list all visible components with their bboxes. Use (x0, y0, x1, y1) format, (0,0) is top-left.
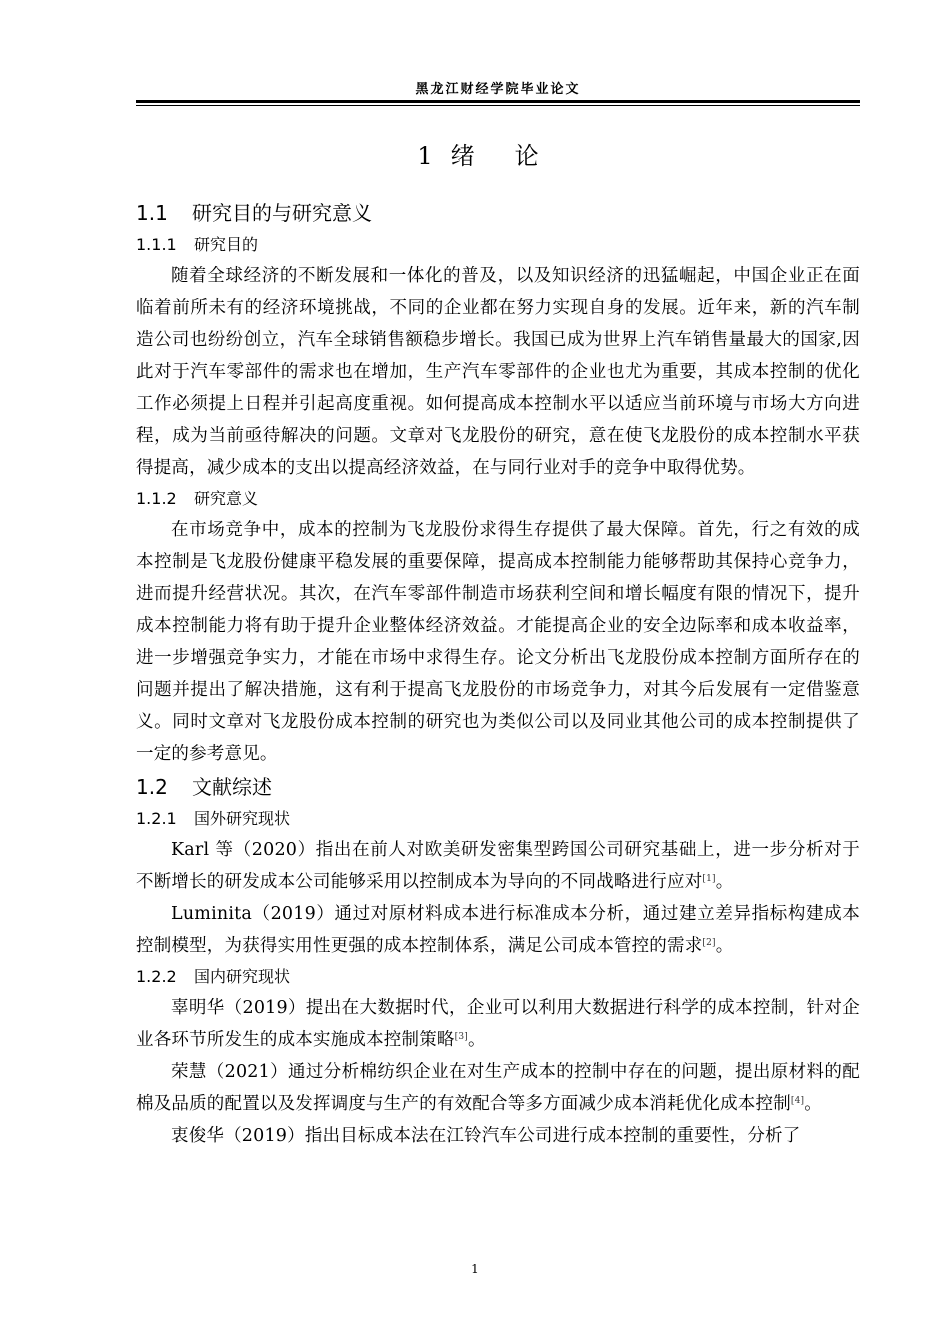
paragraph-end: 。 (467, 1030, 486, 1050)
chapter-number: 1 (417, 142, 433, 170)
subsection-number: 1.2.2 (136, 967, 177, 986)
section-number: 1.1 (136, 201, 168, 225)
header-rule-thin (136, 105, 860, 106)
paragraph-text: Luminita（2019）通过对原材料成本进行标准成本分析，通过建立差异指标构建成本控制模型，为获得实用性更强的成本控制体系，满足公司成本管控的需求 (136, 904, 860, 956)
citation-ref[interactable]: [2] (702, 938, 716, 948)
page-number: 1 (471, 1262, 479, 1276)
paragraph-text: 辜明华（2019）提出在大数据时代，企业可以利用大数据进行科学的成本控制，针对企业各环节所发生的成本实施成本控制策略 (136, 998, 860, 1050)
section-heading-1-1 (136, 196, 860, 230)
header-rule (136, 100, 860, 103)
subsection-heading-1-2-2 (136, 962, 860, 992)
chapter-title-text: 绪论 (450, 142, 579, 170)
subsection-title: 研究目的 (194, 235, 259, 254)
paragraph-end: 。 (715, 872, 734, 892)
paragraph-domestic-zhong: 衷俊华（2019）指出目标成本法在江铃汽车公司进行成本控制的重要性，分析了 (171, 1126, 801, 1146)
page-content (136, 136, 860, 1152)
section-heading-1-2 (136, 770, 860, 804)
section-title: 研究目的与研究意义 (192, 201, 372, 225)
paragraph-domestic-rong (136, 1056, 860, 1120)
subsection-title: 国外研究现状 (194, 809, 291, 828)
subsection-title: 国内研究现状 (194, 967, 291, 986)
subsection-heading-1-1-2 (136, 484, 860, 514)
section-number: 1.2 (136, 775, 168, 799)
subsection-number: 1.1.1 (136, 235, 177, 254)
paragraph-end: 。 (804, 1094, 822, 1114)
running-header: 黑龙江财经学院毕业论文 (415, 82, 581, 97)
subsection-title: 研究意义 (194, 489, 259, 508)
section-title: 文献综述 (192, 775, 272, 799)
chapter-title (136, 136, 860, 176)
paragraph-end: 。 (715, 936, 734, 956)
paragraph-foreign-luminita (136, 898, 860, 962)
subsection-heading-1-1-1 (136, 230, 860, 260)
citation-ref[interactable]: [1] (702, 874, 716, 884)
citation-ref[interactable]: [3] (454, 1032, 468, 1042)
paragraph-text: 荣慧（2021）通过分析棉纺织企业在对生产成本的控制中存在的问题，提出原材料的配棉及品质的配置以及发挥调度与生产的有效配合等多方面减少成本消耗优化成本控制 (136, 1062, 860, 1114)
paragraph-research-significance: 在市场竞争中，成本的控制为飞龙股份求得生存提供了最大保障。首先，行之有效的成本控制是飞龙股份健康平稳发展的重要保障，提高成本控制能力能够帮助其保持心竞争力，进而提升经营状况。其次，在汽车零部件制造市场获利空间和增长幅度有限的情况下，提升成本控制能力将有助于提升企业整体经济效益。才能提高企业的安全边际率和成本收益率，进一步增强竞争实力，才能在市场中求得生存。论文分析出飞龙股份成本控制方面所存在的问题并提出了解决措施，这有利于提高飞龙股份的市场竞争力，对其今后发展有一定借鉴意义。同时文章对飞龙股份成本控制的研究也为类似公司以及同业其他公司的成本控制提供了一定的参考意见。 (136, 520, 860, 764)
paragraph-text: Karl 等（2020）指出在前人对欧美研发密集型跨国公司研究基础上，进一步分析对于不断增长的研发成本公司能够采用以控制成本为导向的不同战略进行应对 (136, 840, 860, 892)
subsection-number: 1.1.2 (136, 489, 177, 508)
subsection-number: 1.2.1 (136, 809, 177, 828)
citation-ref[interactable]: [4] (790, 1096, 805, 1106)
paragraph-foreign-karl (136, 834, 860, 898)
subsection-heading-1-2-1 (136, 804, 860, 834)
paragraph-domestic-gu (136, 992, 860, 1056)
paragraph-research-purpose: 随着全球经济的不断发展和一体化的普及，以及知识经济的迅猛崛起，中国企业正在面临着前所未有的经济环境挑战，不同的企业都在努力实现自身的发展。近年来，新的汽车制造公司也纷纷创立，汽车全球销售额稳步增长。我国已成为世界上汽车销售量最大的国家,因此对于汽车零部件的需求也在增加，生产汽车零部件的企业也尤为重要，其成本控制的优化工作必须提上日程并引起高度重视。如何提高成本控制水平以适应当前环境与市场大方向进程，成为当前亟待解决的问题。文章对飞龙股份的研究，意在使飞龙股份的成本控制水平获得提高，减少成本的支出以提高经济效益，在与同行业对手的竞争中取得优势。 (136, 266, 860, 478)
